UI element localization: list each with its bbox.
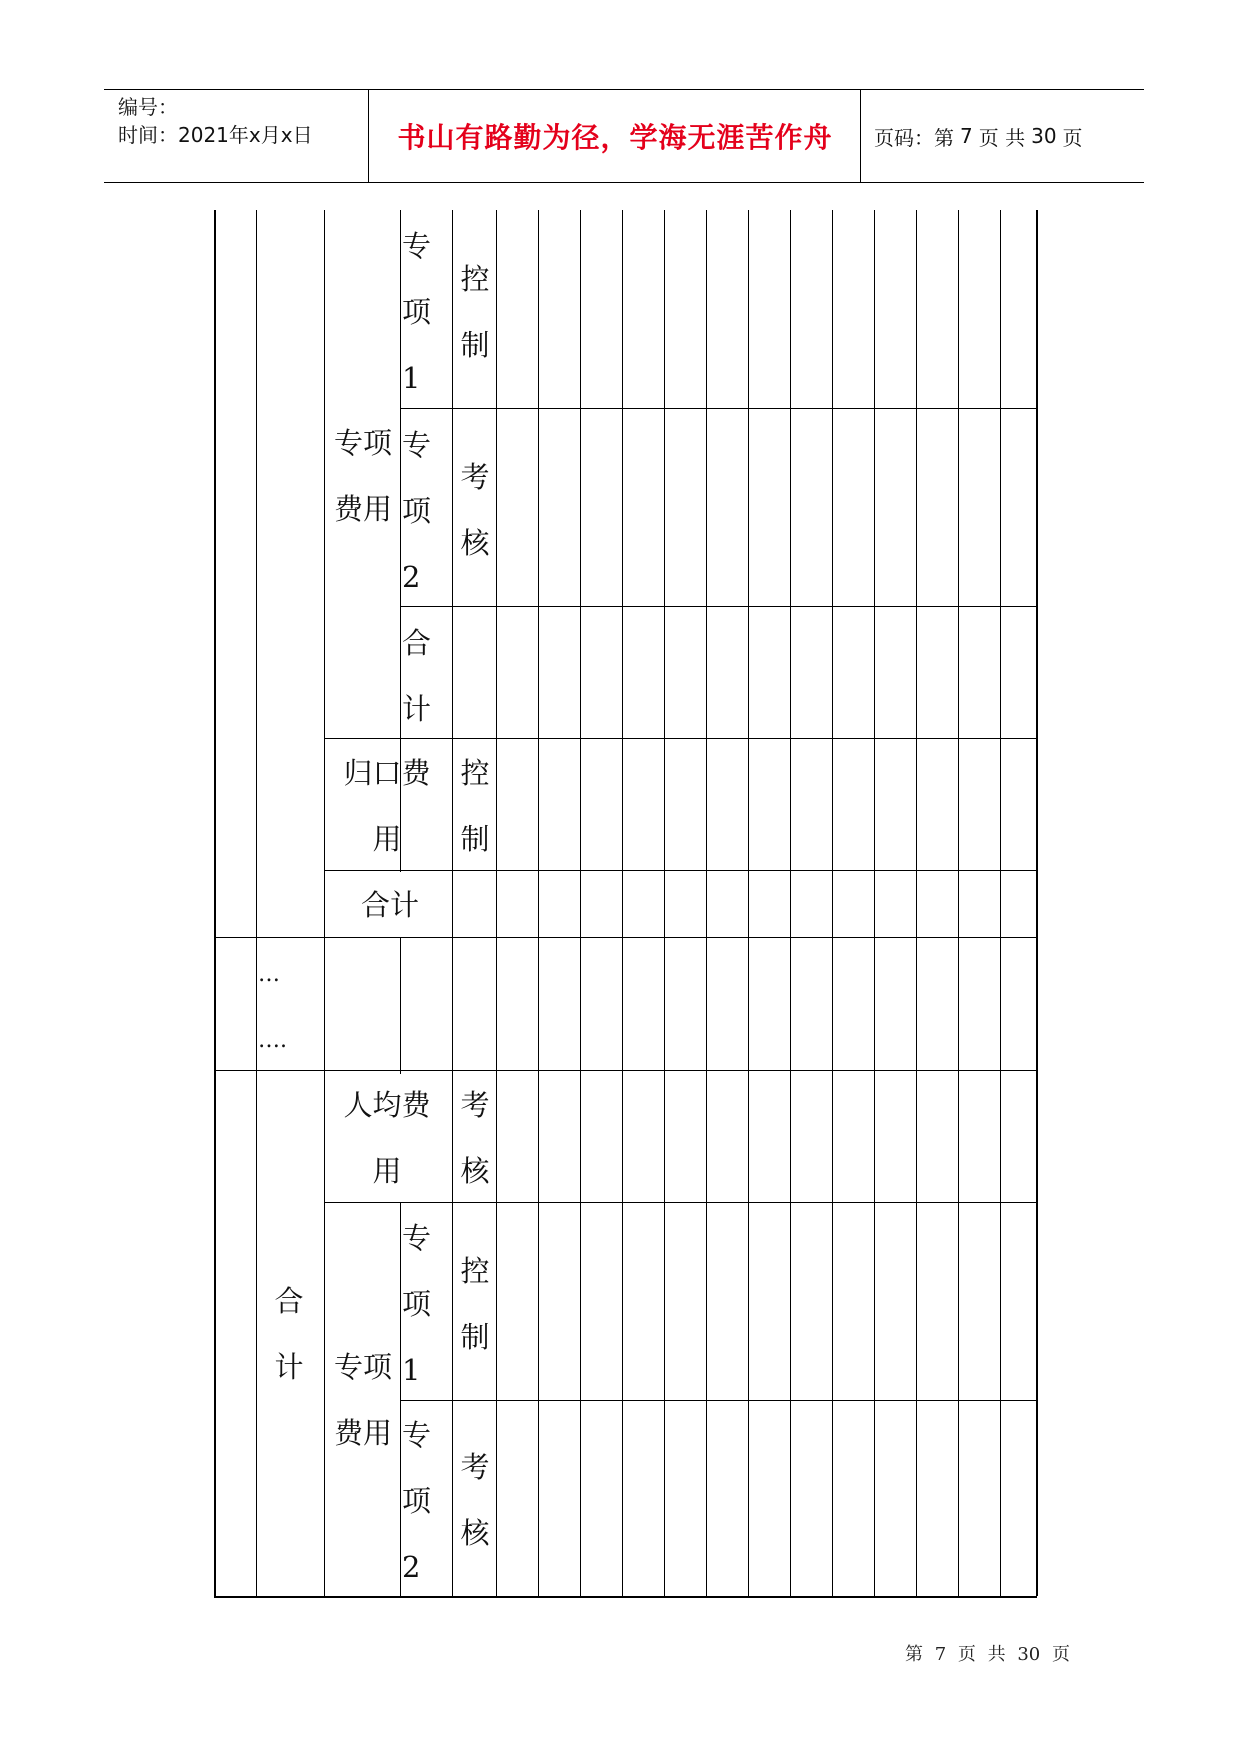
table-border-bottom bbox=[214, 1596, 1037, 1598]
table-border-right bbox=[1036, 210, 1038, 1596]
assess-label: 考核 bbox=[460, 1088, 490, 1188]
special-item-1-label: 专项1 bbox=[402, 229, 432, 395]
table-vline bbox=[664, 210, 665, 1596]
table-vline bbox=[496, 210, 497, 1596]
special-fees-label: 专项费用 bbox=[333, 426, 392, 526]
assess-label: 考核 bbox=[460, 460, 490, 560]
document-number-label: 编号： bbox=[118, 95, 178, 119]
control-label: 控制 bbox=[460, 1254, 490, 1354]
special-fees-label: 专项费用 bbox=[333, 1350, 392, 1450]
page-footer: 第 7 页 共 30 页 bbox=[905, 1644, 1070, 1665]
table-vline bbox=[400, 938, 401, 1074]
table-border-left bbox=[214, 210, 216, 1596]
table-hline bbox=[214, 1070, 1037, 1071]
table-vline bbox=[706, 210, 707, 1596]
special-item-2-label: 专项2 bbox=[402, 428, 432, 594]
page-mid: 页 共 bbox=[978, 125, 1026, 150]
table-vline bbox=[748, 210, 749, 1596]
table-vline bbox=[452, 210, 453, 1596]
page-suffix: 页 bbox=[1062, 125, 1083, 150]
table-vline bbox=[324, 210, 325, 1596]
table-vline bbox=[580, 210, 581, 1596]
table-vline bbox=[916, 210, 917, 1596]
table-hline bbox=[400, 408, 1037, 409]
special-item-2-label: 专项2 bbox=[402, 1418, 432, 1584]
special-item-1-label: 专项1 bbox=[402, 1221, 432, 1387]
table-vline bbox=[400, 1202, 401, 1596]
centralized-fees-label: 归口费用 bbox=[343, 756, 431, 856]
subtotal-label: 合计 bbox=[360, 888, 419, 922]
table-hline bbox=[400, 606, 1037, 607]
table-vline bbox=[538, 210, 539, 1596]
total-label: 合计 bbox=[274, 1284, 304, 1384]
table-hline bbox=[400, 1400, 1037, 1401]
header-motto: 书山有路勤为径，学海无涯苦作舟 bbox=[397, 121, 833, 154]
control-label: 控制 bbox=[460, 262, 490, 362]
table-vline bbox=[256, 210, 257, 1596]
page-prefix: 页码：第 bbox=[874, 125, 954, 150]
page-number: 7 bbox=[960, 124, 973, 148]
ellipsis-label: …. bbox=[258, 1028, 287, 1053]
assess-label: 考核 bbox=[460, 1450, 490, 1550]
page-total: 30 bbox=[1031, 124, 1057, 148]
table-vline bbox=[1000, 210, 1001, 1596]
table-vline bbox=[622, 210, 623, 1596]
document-time-label: 时间：2021年x月x日 bbox=[118, 123, 313, 147]
per-capita-fees-label: 人均费用 bbox=[343, 1088, 431, 1188]
control-label: 控制 bbox=[460, 756, 490, 856]
table-vline bbox=[874, 210, 875, 1596]
subtotal-label: 合计 bbox=[402, 626, 432, 726]
table-vline bbox=[832, 210, 833, 1596]
table-vline bbox=[958, 210, 959, 1596]
table-vline bbox=[790, 210, 791, 1596]
ellipsis-label: … bbox=[258, 962, 280, 987]
